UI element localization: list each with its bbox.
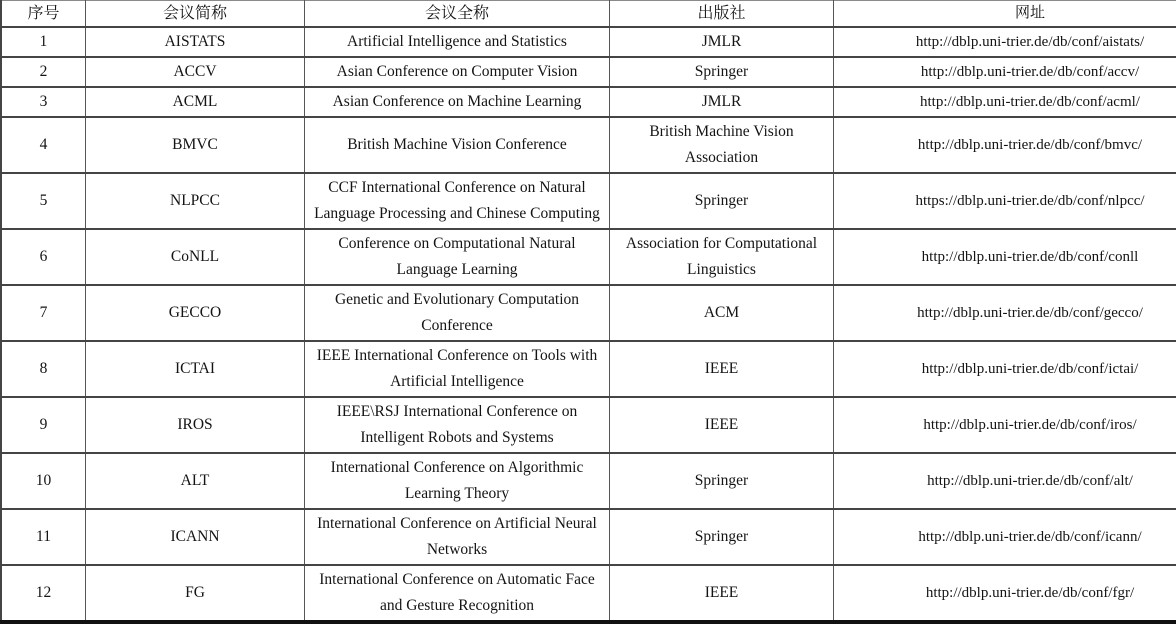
cell-abbr: FG xyxy=(86,565,305,622)
cell-full_name: Conference on Computational Natural Language Learning xyxy=(305,229,610,285)
cell-no: 7 xyxy=(1,285,86,341)
cell-publisher: Springer xyxy=(610,173,834,229)
cell-publisher: JMLR xyxy=(610,27,834,57)
cell-abbr: ACML xyxy=(86,87,305,117)
table-row xyxy=(1,229,1176,285)
table-row xyxy=(1,285,1176,341)
cell-publisher: Springer xyxy=(610,453,834,509)
table-row xyxy=(1,397,1176,453)
cell-full_name: Artificial Intelligence and Statistics xyxy=(305,27,610,57)
cell-publisher: ACM xyxy=(610,285,834,341)
cell-abbr: GECCO xyxy=(86,285,305,341)
cell-full_name: CCF International Conference on Natural Language Processing and Chinese Computing xyxy=(305,173,610,229)
cell-publisher: IEEE xyxy=(610,397,834,453)
cell-url: http://dblp.uni-trier.de/db/conf/accv/ xyxy=(834,57,1176,87)
cell-no: 11 xyxy=(1,509,86,565)
table-row xyxy=(1,565,1176,622)
cell-full_name: IEEE\RSJ International Conference on Intelligent Robots and Systems xyxy=(305,397,610,453)
cell-publisher: Association for Computational Linguistics xyxy=(610,229,834,285)
cell-url: http://dblp.uni-trier.de/db/conf/aistats/ xyxy=(834,27,1176,57)
table-row xyxy=(1,509,1176,565)
cell-no: 10 xyxy=(1,453,86,509)
cell-no: 5 xyxy=(1,173,86,229)
cell-url: http://dblp.uni-trier.de/db/conf/iros/ xyxy=(834,397,1176,453)
cell-full_name: Asian Conference on Machine Learning xyxy=(305,87,610,117)
cell-no: 2 xyxy=(1,57,86,87)
header-row xyxy=(1,1,1176,28)
cell-full_name: International Conference on Artificial Neural Networks xyxy=(305,509,610,565)
cell-publisher: Springer xyxy=(610,509,834,565)
cell-full_name: Genetic and Evolutionary Computation Conference xyxy=(305,285,610,341)
table-body xyxy=(1,27,1176,622)
cell-no: 9 xyxy=(1,397,86,453)
table-row xyxy=(1,117,1176,173)
cell-no: 4 xyxy=(1,117,86,173)
cell-full_name: Asian Conference on Computer Vision xyxy=(305,57,610,87)
table-row xyxy=(1,57,1176,87)
column-header-full_name: 会议全称 xyxy=(305,1,610,28)
cell-no: 6 xyxy=(1,229,86,285)
cell-abbr: CoNLL xyxy=(86,229,305,285)
cell-full_name: International Conference on Automatic Face and Gesture Recognition xyxy=(305,565,610,622)
column-header-no: 序号 xyxy=(1,1,86,28)
table-row xyxy=(1,453,1176,509)
cell-no: 3 xyxy=(1,87,86,117)
cell-abbr: AISTATS xyxy=(86,27,305,57)
cell-no: 1 xyxy=(1,27,86,57)
cell-abbr: NLPCC xyxy=(86,173,305,229)
cell-url: http://dblp.uni-trier.de/db/conf/alt/ xyxy=(834,453,1176,509)
column-header-url: 网址 xyxy=(834,1,1176,28)
table-row xyxy=(1,87,1176,117)
table-row xyxy=(1,173,1176,229)
column-header-abbr: 会议简称 xyxy=(86,1,305,28)
cell-abbr: ICTAI xyxy=(86,341,305,397)
cell-publisher: JMLR xyxy=(610,87,834,117)
cell-publisher: IEEE xyxy=(610,565,834,622)
cell-abbr: ALT xyxy=(86,453,305,509)
cell-url: http://dblp.uni-trier.de/db/conf/bmvc/ xyxy=(834,117,1176,173)
table-row xyxy=(1,341,1176,397)
cell-full_name: IEEE International Conference on Tools with Artificial Intelligence xyxy=(305,341,610,397)
table-row xyxy=(1,27,1176,57)
cell-abbr: IROS xyxy=(86,397,305,453)
cell-url: http://dblp.uni-trier.de/db/conf/ictai/ xyxy=(834,341,1176,397)
table-header xyxy=(1,1,1176,28)
cell-publisher: IEEE xyxy=(610,341,834,397)
column-header-publisher: 出版社 xyxy=(610,1,834,28)
cell-abbr: ACCV xyxy=(86,57,305,87)
cell-url: http://dblp.uni-trier.de/db/conf/acml/ xyxy=(834,87,1176,117)
cell-full_name: British Machine Vision Conference xyxy=(305,117,610,173)
cell-url: http://dblp.uni-trier.de/db/conf/fgr/ xyxy=(834,565,1176,622)
cell-url: http://dblp.uni-trier.de/db/conf/gecco/ xyxy=(834,285,1176,341)
cell-no: 12 xyxy=(1,565,86,622)
cell-publisher: British Machine Vision Association xyxy=(610,117,834,173)
cell-url: http://dblp.uni-trier.de/db/conf/conll xyxy=(834,229,1176,285)
cell-abbr: ICANN xyxy=(86,509,305,565)
cell-abbr: BMVC xyxy=(86,117,305,173)
cell-url: https://dblp.uni-trier.de/db/conf/nlpcc/ xyxy=(834,173,1176,229)
cell-url: http://dblp.uni-trier.de/db/conf/icann/ xyxy=(834,509,1176,565)
cell-full_name: International Conference on Algorithmic Learning Theory xyxy=(305,453,610,509)
cell-no: 8 xyxy=(1,341,86,397)
cell-publisher: Springer xyxy=(610,57,834,87)
